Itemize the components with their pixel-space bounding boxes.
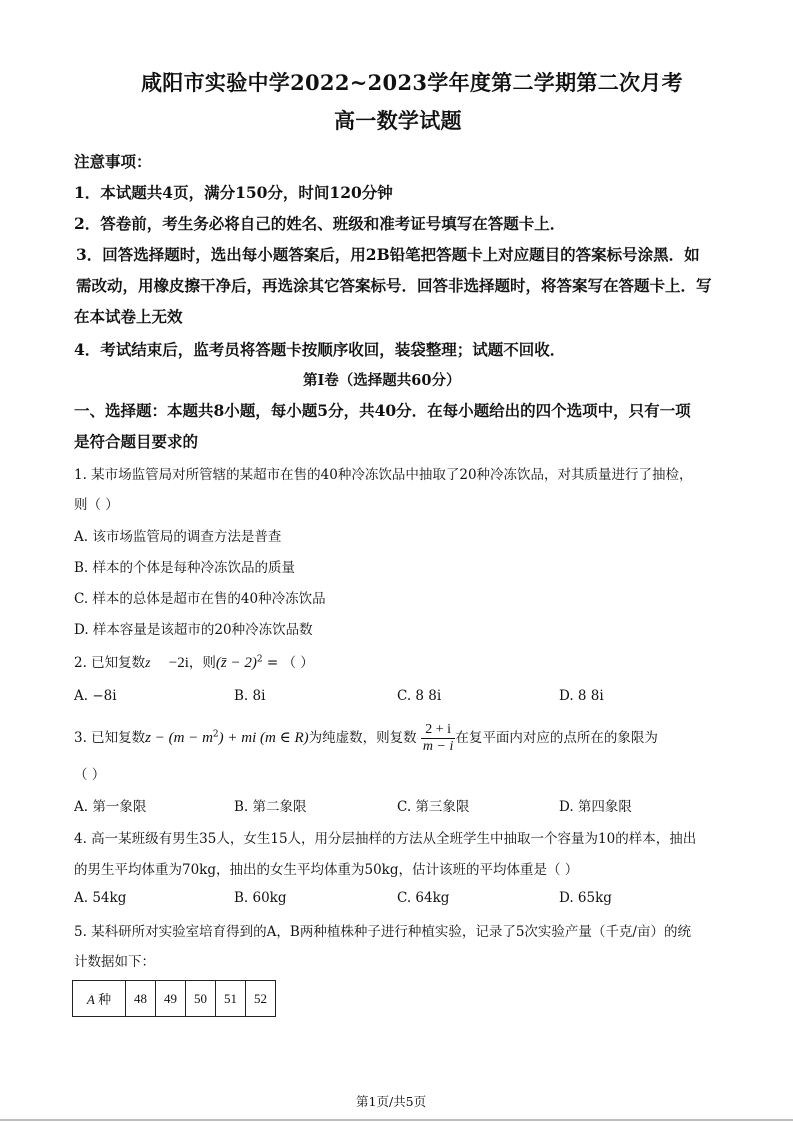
table-cell: 50: [186, 981, 216, 1017]
question-2-option-c: C. 8 8i: [397, 688, 442, 704]
question-3-expr2: ) + mi (m ∈ R): [218, 730, 309, 746]
question-5-line2: 计数据如下：: [74, 954, 155, 970]
question-3-exponent: 2: [212, 729, 219, 740]
question-1-option-d: D. 样本容量是该超市的20种冷冻饮品数: [74, 622, 313, 638]
note-1: 1．本试题共4页，满分150分，时间120分钟: [74, 183, 393, 202]
question-4-option-c: C. 64kg: [397, 890, 450, 906]
notes-heading: 注意事项：: [74, 152, 152, 171]
question-4-option-b: B. 60kg: [234, 890, 287, 906]
question-2-prefix: 2. 已知复数: [74, 655, 146, 671]
question-1-option-b: B. 样本的个体是每种冷冻饮品的质量: [74, 560, 296, 576]
yield-table: [72, 980, 276, 1017]
question-3-option-d: D. 第四象限: [559, 799, 632, 815]
question-2-option-b: B. 8i: [234, 688, 266, 704]
note-3-line1: 3．回答选择题时，选出每小题答案后，用2B铅笔把答题卡上对应题目的答案标号涂黑．如: [76, 245, 700, 264]
question-2-z: z: [145, 655, 151, 670]
note-3-line3: 在本试卷上无效: [74, 307, 183, 326]
question-1-option-a: A. 该市场监管局的调查方法是普查: [74, 529, 282, 545]
note-4: 4．考试结束后，监考员将答题卡按顺序收回，装袋整理；试题不回收．: [74, 340, 566, 359]
question-4-option-a: A. 54kg: [74, 890, 127, 906]
question-4-line1: 4. 高一某班级有男生35人，女生15人，用分层抽样的方法从全班学生中抽取一个容量为10的样本，抽出: [74, 831, 697, 847]
question-3-fraction-numerator: 2 + i: [421, 722, 455, 739]
table-cell: 51: [216, 981, 246, 1017]
part-heading: 第Ⅰ卷（选择题共60分）: [303, 372, 461, 389]
question-3-expr: z − (m − m: [145, 730, 213, 746]
question-3-option-c: C. 第三象限: [397, 799, 470, 815]
table-row-label-letter: A: [86, 992, 95, 1007]
question-1-option-c: C. 样本的总体是超市在售的40种冷冻饮品: [74, 591, 326, 607]
question-3-prefix: 3. 已知复数: [74, 730, 146, 746]
note-2: 2．答卷前，考生务必将自己的姓名、班级和准考证号填写在答题卡上．: [74, 214, 566, 233]
table-row: [73, 981, 276, 1017]
question-1-line1: 1. 某市场监管局对所管辖的某超市在售的40种冷冻饮品中抽取了20种冷冻饮品，对其质量进行了抽检，: [74, 467, 693, 483]
question-2-expr: (z̄ − 2): [215, 655, 257, 671]
question-3-stem: [74, 722, 658, 755]
exam-subtitle: 高一数学试题: [334, 108, 462, 133]
section-instructions-line1: 一、选择题：本题共8小题，每小题5分，共40分．在每小题给出的四个选项中，只有一项: [74, 401, 691, 420]
note-3-line2: 需改动，用橡皮擦干净后，再选涂其它答案标号．回答非选择题时，将答案写在答题卡上．写: [76, 276, 712, 295]
table-row-label-text: 种: [94, 992, 112, 1007]
question-2-stem: [74, 651, 314, 672]
exam-title: 咸阳市实验中学2022~2023学年度第二学期第二次月考: [141, 70, 683, 95]
question-5-line1: 5. 某科研所对实验室培育得到的A，B两种植株种子进行种植实验，记录了5次实验产量（千克/亩）的统: [74, 924, 691, 940]
table-cell: 48: [126, 981, 156, 1017]
question-2-mid: ，则: [188, 655, 216, 671]
question-2-value: −2i: [168, 655, 189, 671]
question-3-option-a: A. 第一象限: [74, 799, 147, 815]
question-3-fraction: [421, 722, 455, 755]
question-3-tail: 在复平面内对应的点所在的象限为: [455, 730, 658, 746]
question-2-option-a: A. −8i: [74, 688, 117, 704]
question-4-line2: 的男生平均体重为70kg，抽出的女生平均体重为50kg，估计该班的平均体重是（ ）: [74, 862, 579, 878]
question-2-tail: = （ ）: [262, 655, 314, 671]
question-3-line2: （ ）: [74, 767, 106, 783]
question-3-mid: 为纯虚数，则复数: [308, 730, 417, 746]
question-3-option-b: B. 第二象限: [234, 799, 307, 815]
question-2-option-d: D. 8 8i: [559, 688, 604, 704]
table-cell: 52: [246, 981, 276, 1017]
table-cell: 49: [156, 981, 186, 1017]
page-bottom-border: [0, 1119, 793, 1121]
section-instructions-line2: 是符合题目要求的: [74, 432, 199, 451]
table-row-label: [73, 981, 126, 1017]
question-2-exponent: 2: [256, 654, 263, 665]
question-1-line2: 则（ ）: [74, 497, 119, 513]
question-3-fraction-denominator: m − i: [422, 739, 454, 754]
question-4-option-d: D. 65kg: [559, 890, 612, 906]
page-number: 第1页/共5页: [356, 1094, 427, 1109]
